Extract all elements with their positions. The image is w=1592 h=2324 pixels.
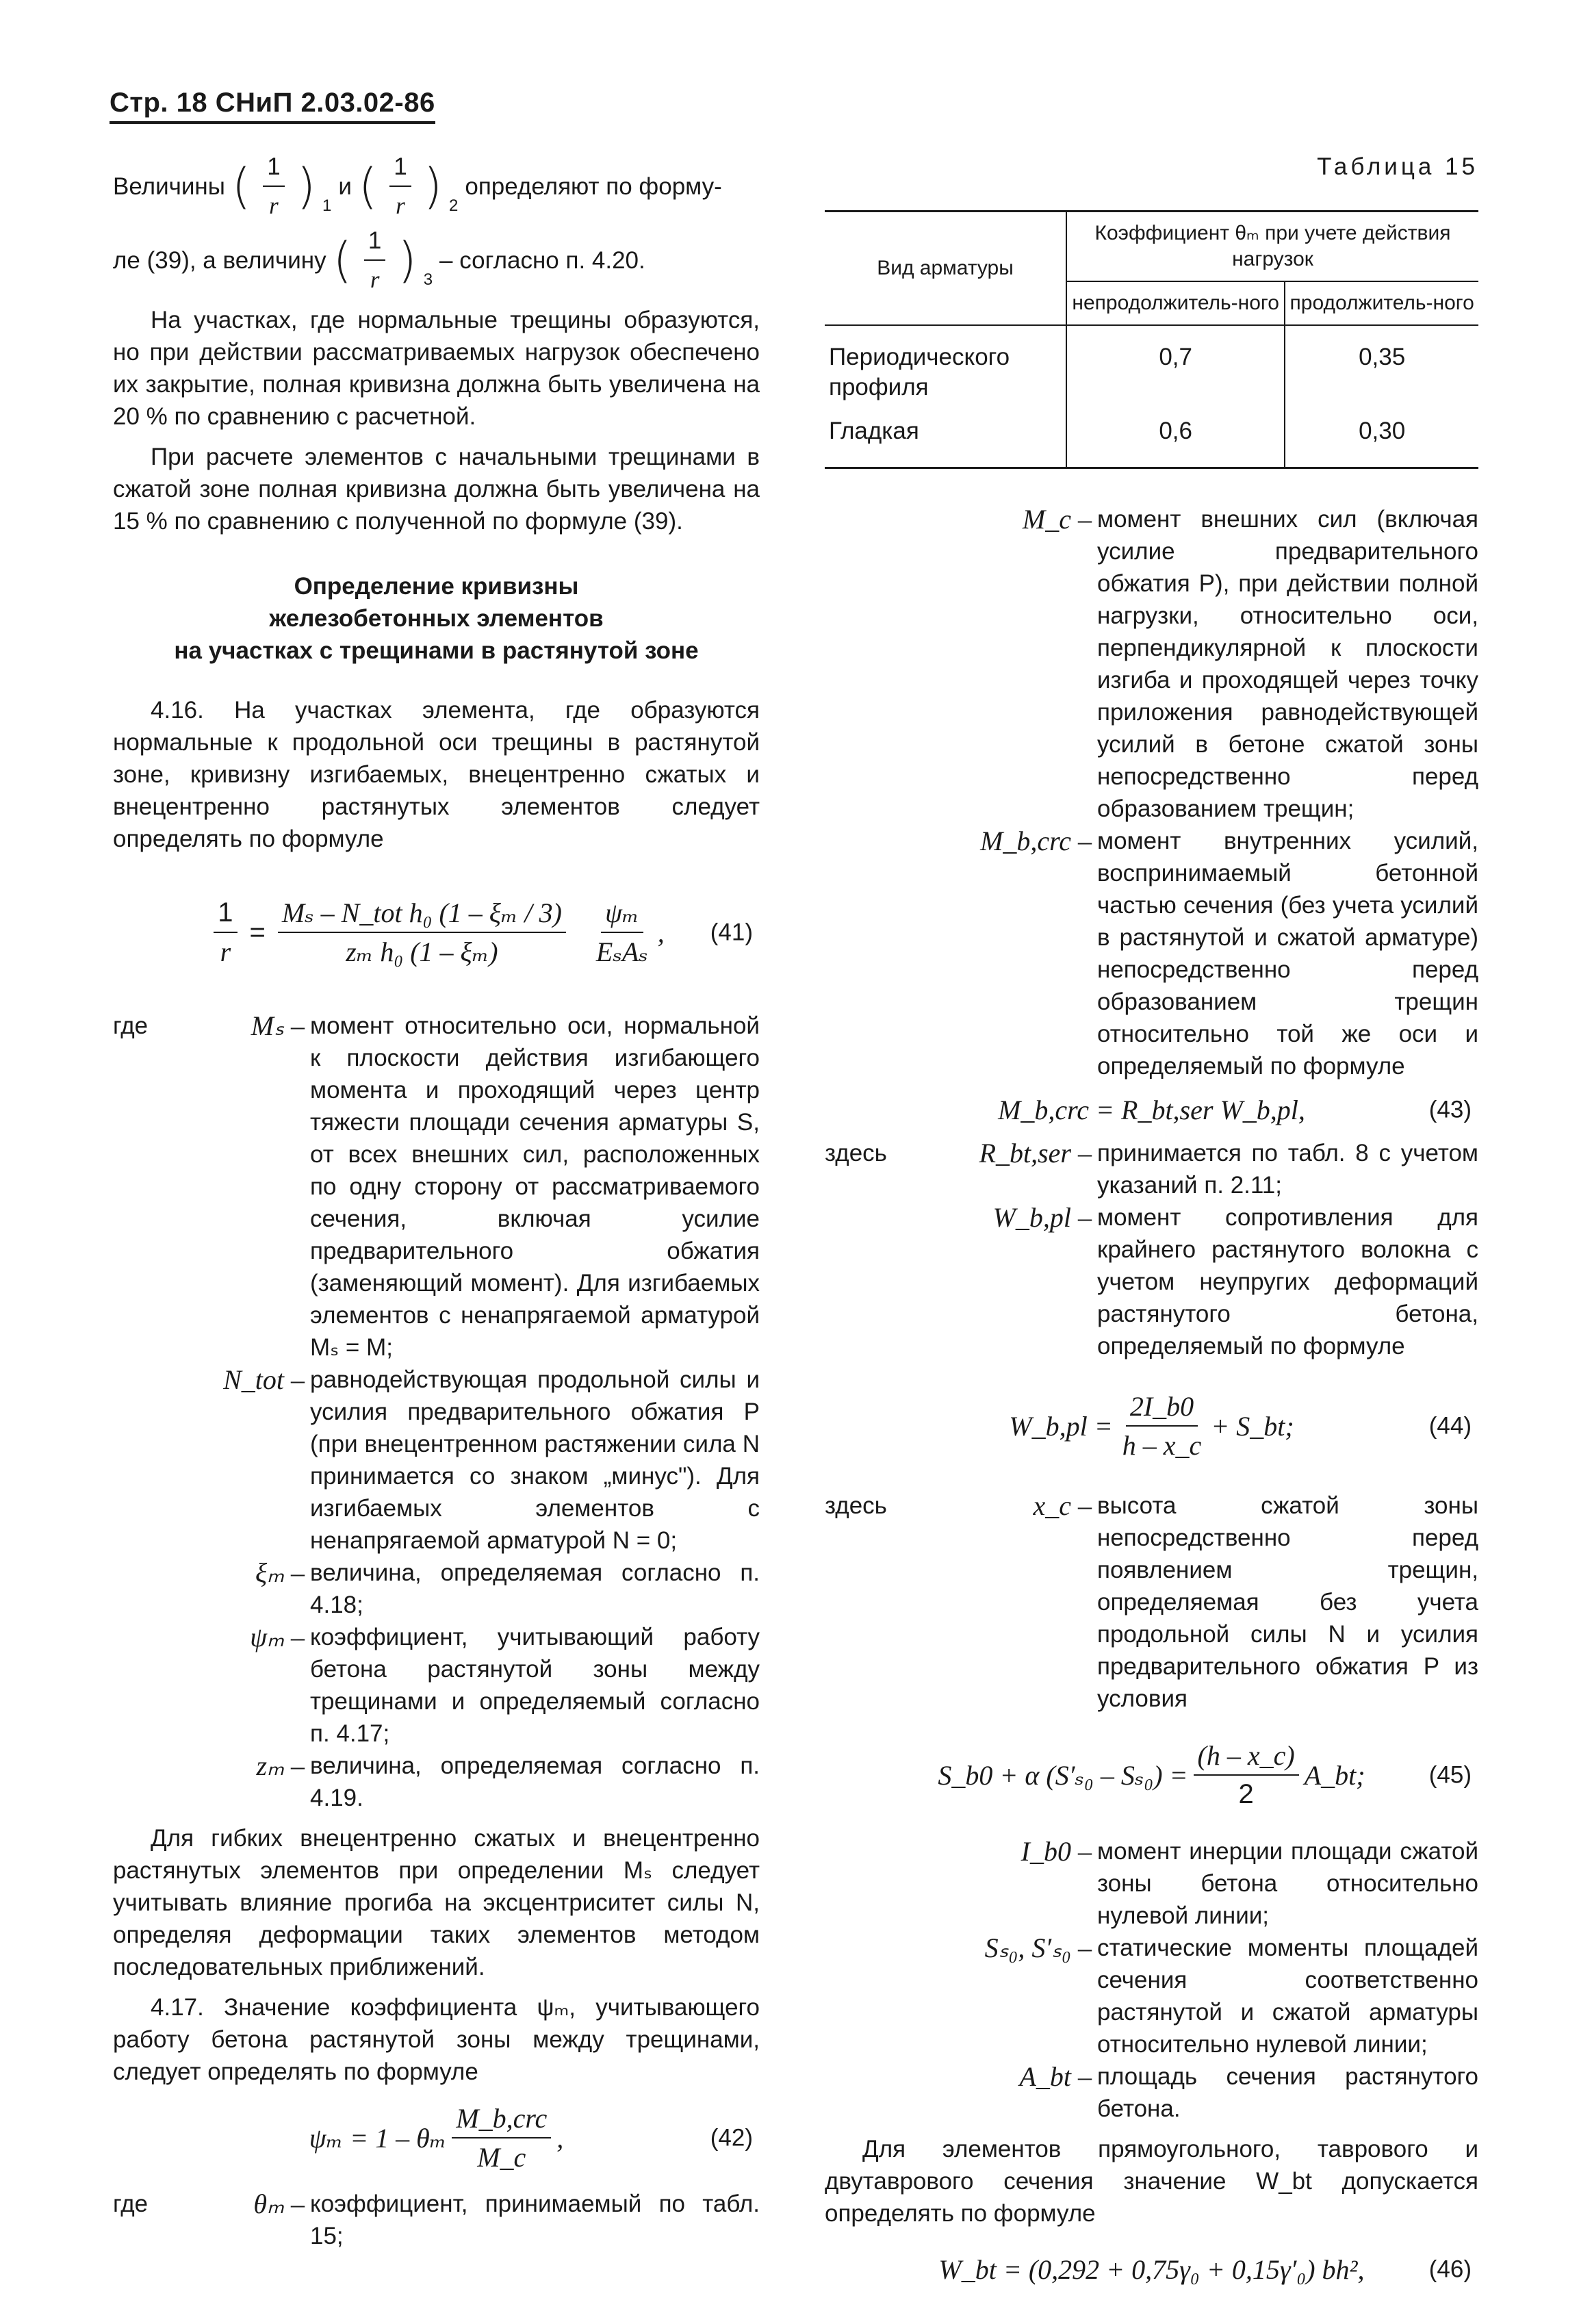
def-wbpl: W_b,pl – момент сопротивления для крайнего растянутого волокна с учетом неупругих деформаций растянутого бетона, определяемый по формуле <box>992 1202 1478 1359</box>
right-column <box>825 151 1478 2309</box>
formula-number-42: (42) <box>710 2124 753 2151</box>
definitions-42 <box>825 503 1478 1082</box>
def-sso: Sₛ₀, S′ₛ₀ – статические моменты площадей сечения соответственно растянутой и сжатой арматуры относительно нулевой линии; <box>984 1932 1478 2058</box>
running-header: Стр. 18 СНиП 2.03.02-86 <box>110 88 435 124</box>
fraction-1-over-r: $\frac{1}{r}$ <box>263 151 284 222</box>
formula-number-41: (41) <box>710 919 753 946</box>
def-ntot: N_tot – равнодействующая продольной силы и усилия предварительного обжатия P (при внецентренном растяжении сила N принимается со знаком „минус"). Для изгибаемых элементов с ненапрягаемой арматурой N = 0; <box>223 1364 760 1554</box>
definitions-45 <box>825 1835 1478 2125</box>
left-column <box>113 151 760 2252</box>
def-xc: здесь x_c – высота сжатой зоны непосредственно перед появлением трещин, определяемая без учета продольной силы N и усилия предварительного обжатия P из условия <box>825 1490 1478 1712</box>
table-header-short: непродолжитель-ного <box>1066 281 1285 325</box>
table-header-kind: Вид арматуры <box>825 212 1066 326</box>
intro-line-2: ле (39), а величину ( $\frac{1}{r}$ ) $_3$ – согласно п. 4.20. <box>113 225 760 296</box>
def-rbt: здесь R_bt,ser – принимается по табл. 8 с учетом указаний п. 2.11; <box>825 1138 1478 1199</box>
formula-45: S_b0 + α (S′ₛ₀ – Sₛ₀) = $\frac{(h - x\_c)}{2}$ A_bt; (45) <box>938 1740 1472 1809</box>
paragraph-flexible-elements: Для гибких внецентренно сжатых и внецентренно растянутых элементов при определении Mₛ следует учитывать влияние прогиба на эксцентриситет силы N, определяя деформации таких элементов методом последовательных приближений. <box>113 1825 760 1980</box>
definitions-41 <box>113 1010 760 1814</box>
def-mbcrc: M_b,crc – момент внутренних усилий, воспринимаемый бетонной частью сечения (без учета усилий в растянутой и сжатой арматуре) непосредственно перед образованием трещин относительно той же оси и определяемый по формуле <box>980 826 1478 1080</box>
formula-number-43: (43) <box>1428 1096 1472 1123</box>
formula-42: ψₘ = 1 – θₘ $\frac{\text{M\_b,crc}}{M\_c}$ , (42) <box>309 2103 753 2173</box>
table-caption: Таблица 15 <box>1317 153 1478 180</box>
def-abt: A_bt – площадь сечения растянутого бетона. <box>1019 2061 1478 2122</box>
paragraph-closed-cracks: На участках, где нормальные трещины образуются, но при действии рассматриваемых нагрузок обеспечено их закрытие, полная кривизна должна быть увеличена на 20 % по сравнению с расчетной. <box>113 307 760 430</box>
intro-line-1: Величины ( $\frac{1}{r}$ ) $_1$ и ( $\frac{1}{r}$ ) $_2$ определяют по форму- <box>113 151 760 222</box>
table-header-coef: Коэффициент θₘ при учете действия нагрузок <box>1066 212 1478 282</box>
definitions-43 <box>825 1137 1478 1362</box>
def-psi: ψₘ – коэффициент, учитывающий работу бетона растянутой зоны между трещинами и определяемый согласно п. 4.17; <box>250 1622 760 1747</box>
formula-43: M_b,crc = R_bt,ser W_b,pl, (43) <box>998 1094 1472 1125</box>
paragraph-rect-sections: Для элементов прямоугольного, таврового и двутаврового сечения значение W_bt допускается определять по формуле <box>825 2136 1478 2227</box>
formula-number-45: (45) <box>1428 1761 1472 1789</box>
def-ib0: I_b0 – момент инерции площади сжатой зоны бетона относительно нулевой линии; <box>1020 1836 1478 1929</box>
def-theta: где θₘ – коэффициент, принимаемый по табл. 15; <box>113 2188 760 2249</box>
def-mc: M_c – момент внешних сил (включая усилие предварительного обжатия P), при действии полной нагрузки, относительно оси, перпендикулярной к плоскости изгиба и проходящей через точку приложения равнодействующей усилий в бетоне сжатой зоны непосредственно перед образованием трещин; <box>1022 504 1478 822</box>
formula-46: W_bt = (0,292 + 0,75γ₀ + 0,15γ′₀) bh², (46) <box>938 2253 1472 2285</box>
def-ms: где Mₛ – момент относительно оси, нормальной к плоскости действия изгибающего момента и проходящий через центр тяжести площади сечения арматуры S, от всех внешних сил, расположенных по одну сторону от рассматриваемого сечения, включая усилие предварительного обжатия (заменяющий момент). Для изгибаемых элементов с ненапрягаемой арматурой Mₛ = M; <box>113 1010 760 1361</box>
def-zm: zₘ – величина, определяемая согласно п. 4.19. <box>256 1750 760 1811</box>
table-header-long: продолжитель-ного <box>1285 281 1478 325</box>
table-row: Гладкая 0,6 0,30 <box>825 409 1478 468</box>
def-xi: ξₘ – величина, определяемая согласно п. 4.18; <box>255 1557 760 1618</box>
table-row: Периодического профиля 0,7 0,35 <box>825 325 1478 409</box>
table-15 <box>825 210 1478 469</box>
clause-4-16: 4.16. На участках элемента, где образуются нормальные к продольной оси трещины в растянутой зоне, кривизну изгибаемых, внецентренно сжатых и внецентренно растянутых элементов следует определять по формуле <box>113 697 760 852</box>
formula-44: W_b,pl = $\frac{2I\_b0}{h - x\_c}$ + S_bt; (44) <box>1009 1391 1472 1461</box>
formula-number-44: (44) <box>1428 1412 1472 1440</box>
formula-number-46: (46) <box>1428 2256 1472 2283</box>
formula-41: $\frac{1}{r}$ = $\frac{\text{Mₛ – N\_tot h₀ (1 – ξₘ / 3)}}{\text{zₘ h₀ (1 – ξₘ)}}$ $\frac{\text{ψₘ}}{\text{EₛAₛ}}$ , (41) <box>113 867 760 997</box>
clause-4-17: 4.17. Значение коэффициента ψₘ, учитывающего работу бетона растянутой зоны между трещинами, следует определять по формуле <box>113 1994 760 2085</box>
paragraph-initial-cracks: При расчете элементов с начальными трещинами в сжатой зоне полная кривизна должна быть увеличена на 15 % по сравнению с полученной по формуле (39). <box>113 444 760 535</box>
section-heading: Определение кривизны железобетонных элементов на участках с трещинами в растянутой зоне <box>174 573 699 664</box>
